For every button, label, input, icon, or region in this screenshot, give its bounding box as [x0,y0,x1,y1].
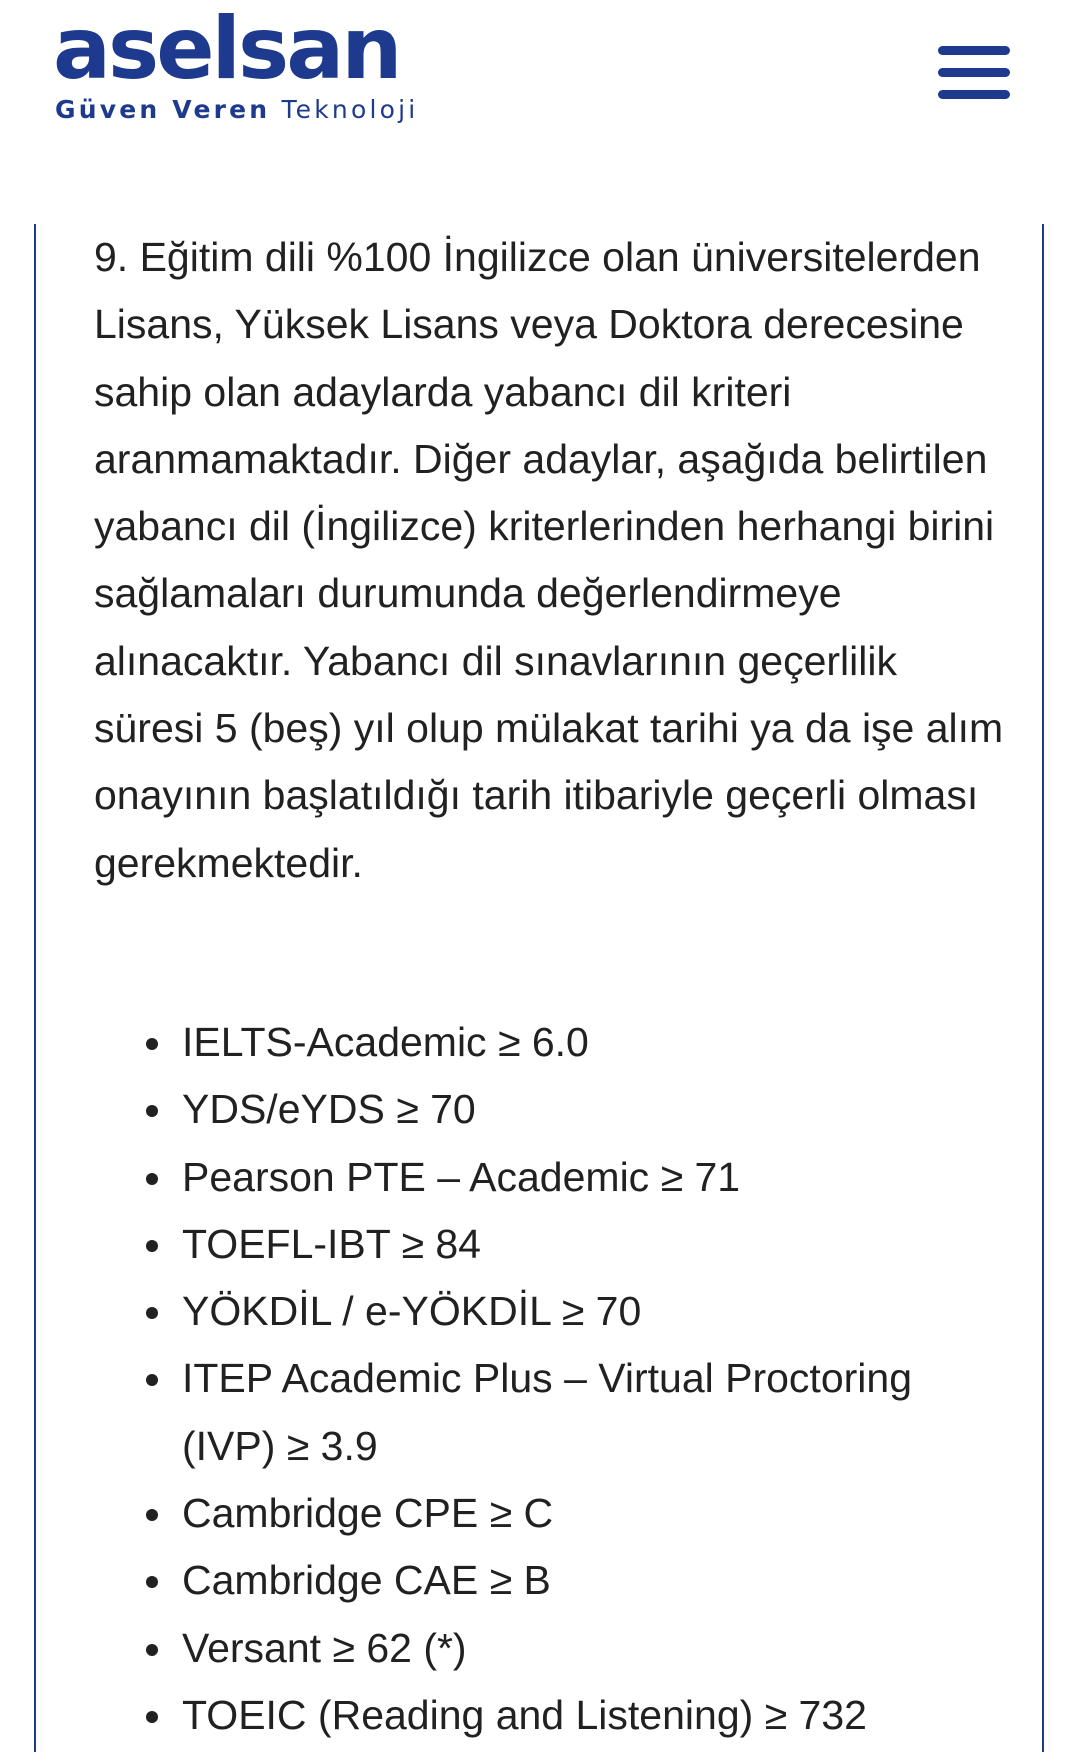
list-item [182,1144,1014,1211]
list-item [182,1278,1014,1345]
list-item [182,1480,1014,1547]
list-item [182,1076,1014,1143]
menu-bar-bottom [938,90,1010,99]
list-item [182,1682,1014,1749]
list-item [182,1345,1014,1480]
requirement-paragraph: 9. Eğitim dili %100 İngilizce olan üniversitelerden Lisans, Yüksek Lisans veya Doktora derecesine sahip olan adaylarda yabancı dil kriteri aranmamaktadır. Diğer adaylar, aşağıda belirtilen yabancı dil (İngilizce) kriterlerinden herhangi birini sağlamaları durumunda değerlendirmeye alınacaktır. Yabancı dil sınavlarının geçerlilik süresi 5 (beş) yıl olup mülakat tarihi ya da işe alım onayının başlatıldığı tarih itibariyle geçerli olması gerekmektedir. [94,234,1004,886]
list-item [182,1547,1014,1614]
list-item [182,1211,1014,1278]
content-panel [34,224,1044,1752]
criteria-text: Versant ≥ 62 (*) [182,1624,467,1671]
criteria-text: Pearson PTE – Academic ≥ 71 [182,1153,741,1200]
bullet-icon [146,1038,158,1050]
list-item [182,1009,1014,1076]
logo-tagline [55,96,418,124]
criteria-text: TOEFL-IBT ≥ 84 [182,1220,481,1267]
bullet-icon [146,1307,158,1319]
bullet-icon [146,1644,158,1656]
criteria-text: Cambridge CPE ≥ C [182,1490,554,1537]
menu-bar-middle [938,68,1010,77]
criteria-text: YÖKDİL / e-YÖKDİL ≥ 70 [182,1288,642,1335]
bullet-icon [146,1374,158,1386]
bullet-icon [146,1173,158,1185]
bullet-icon [146,1576,158,1588]
criteria-text: YDS/eYDS ≥ 70 [182,1086,476,1133]
site-header [0,0,1079,200]
aselsan-logo[interactable] [53,0,453,126]
criteria-text: ITEP Academic Plus – Virtual Proctoring (IVP) ≥ 3.9 [182,1355,912,1469]
criteria-text: IELTS-Academic ≥ 6.0 [182,1019,589,1065]
criteria-text: Cambridge CAE ≥ B [182,1557,551,1604]
hamburger-menu-icon[interactable] [938,46,1010,110]
criteria-text: TOEIC (Reading and Listening) ≥ 732 [182,1691,867,1738]
bullet-icon [146,1509,158,1521]
logo-wordmark: aselsan [53,0,400,99]
bullet-icon [146,1105,158,1117]
tagline-strong: Güven Veren [55,95,271,124]
language-criteria-list [94,1009,1014,1749]
list-item [182,1615,1014,1682]
bullet-icon [146,1240,158,1252]
tagline-light: Teknoloji [281,95,419,124]
bullet-icon [146,1711,158,1723]
menu-bar-top [938,46,1010,55]
